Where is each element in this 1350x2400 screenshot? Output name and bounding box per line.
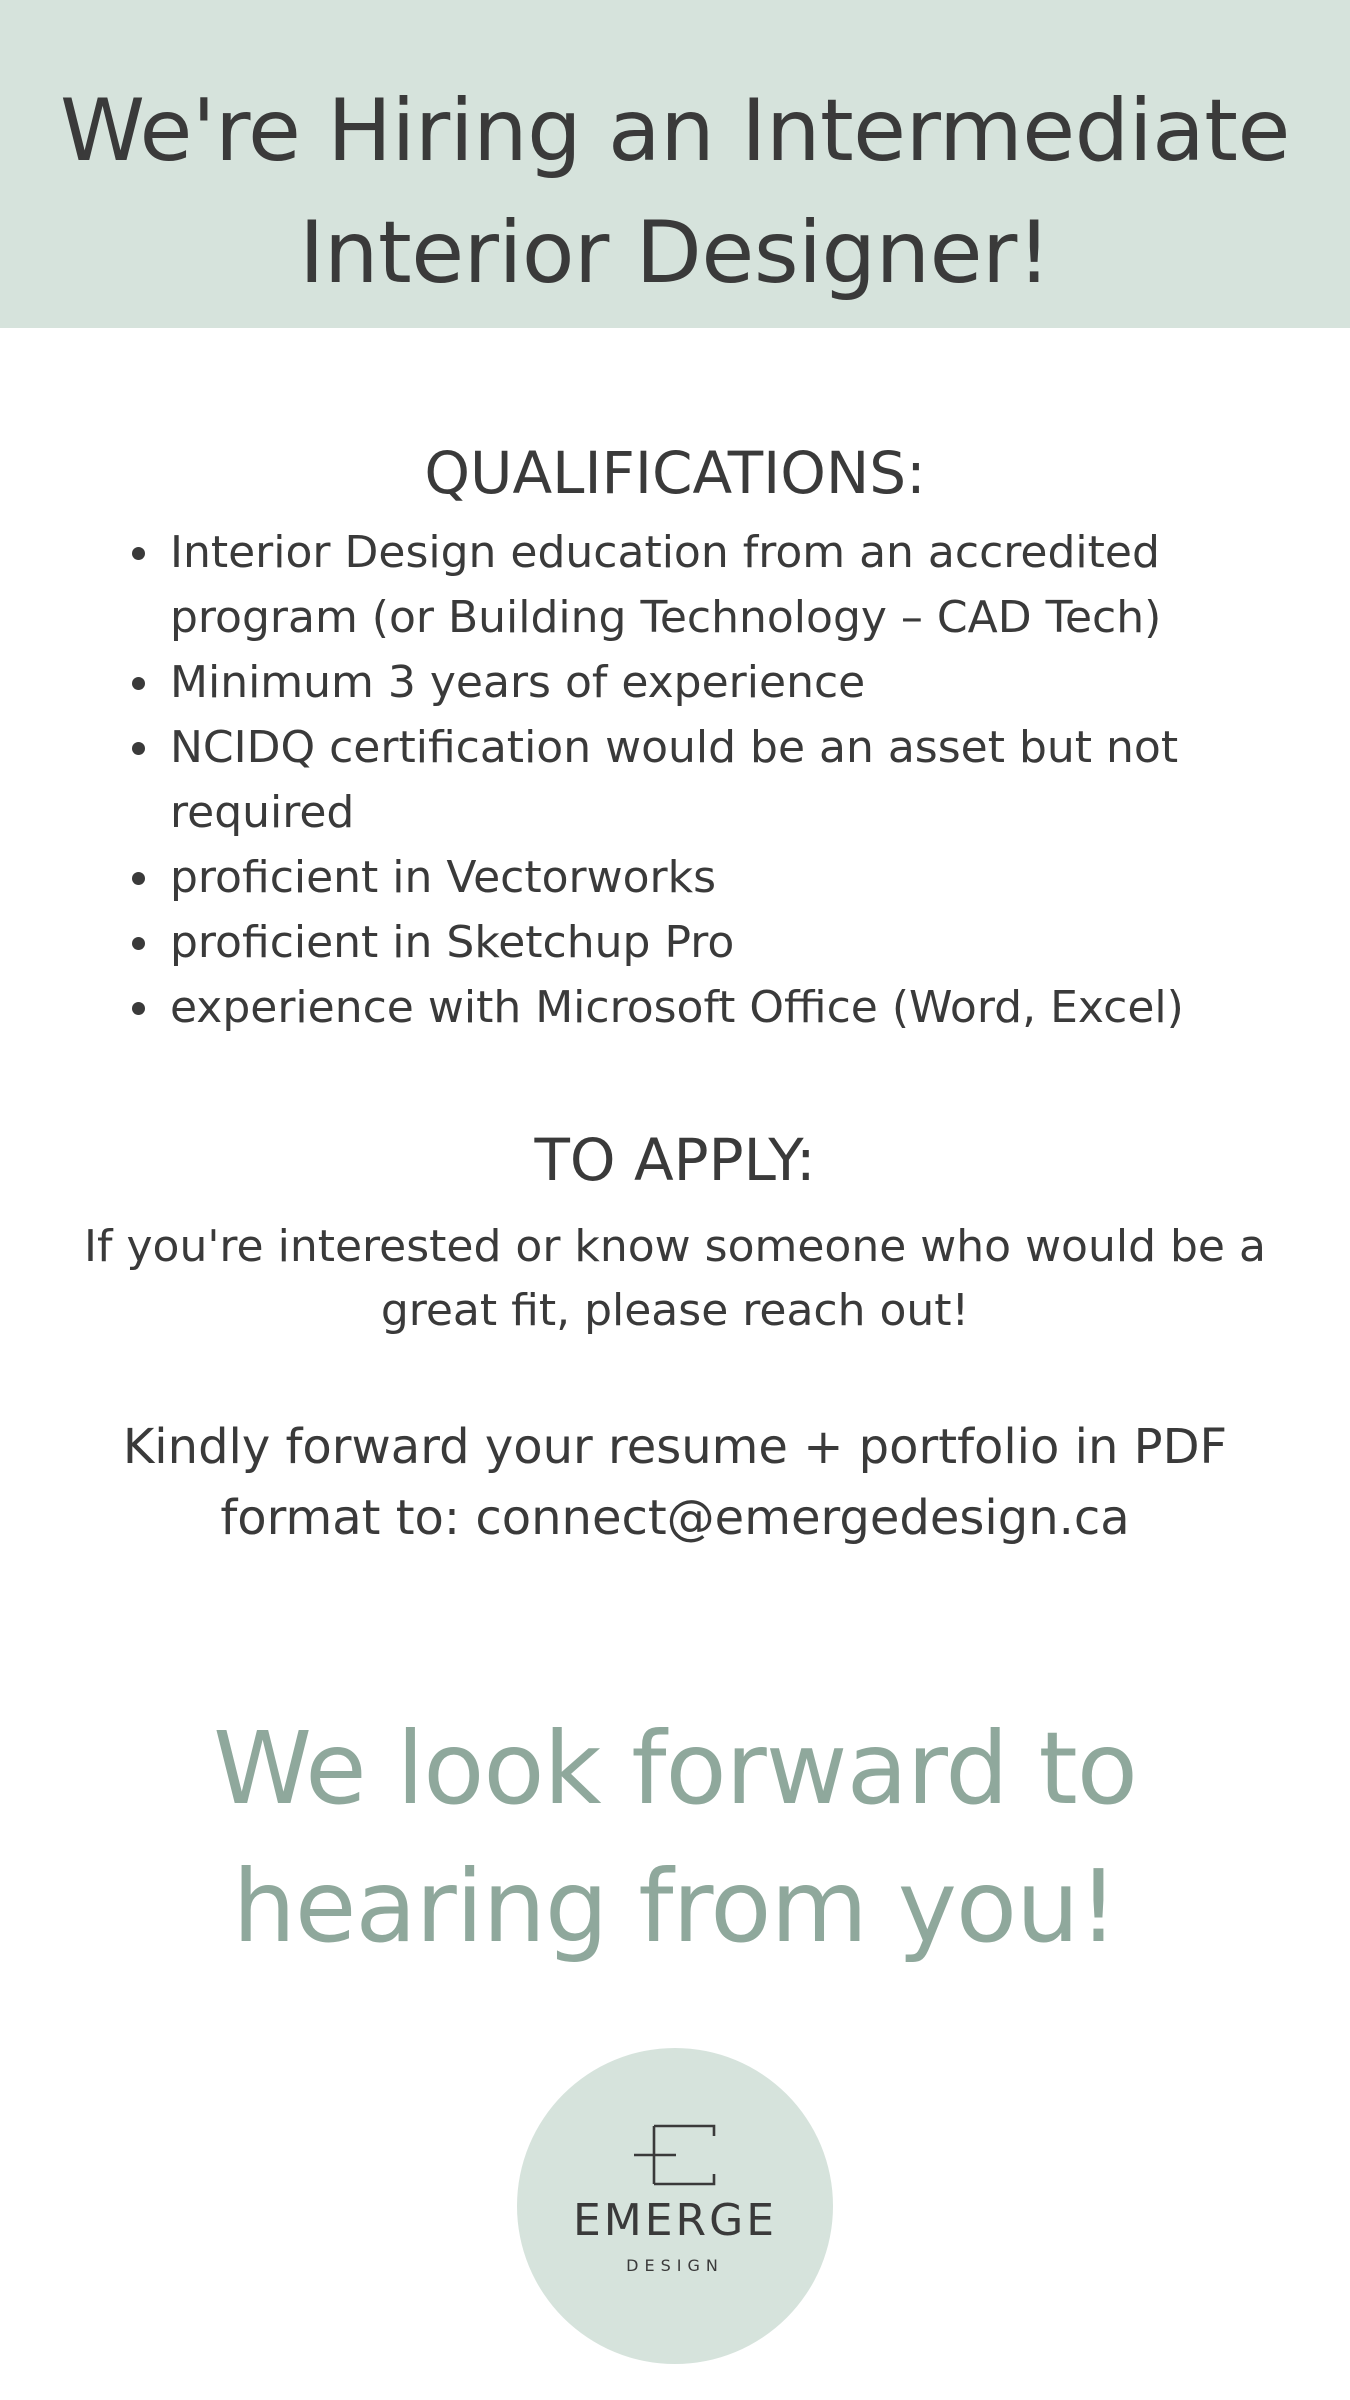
qualification-text: proficient in Sketchup Pro (170, 917, 735, 968)
qualification-item (132, 520, 1232, 650)
bullet-icon (132, 677, 145, 690)
closing-message (0, 1700, 1350, 1976)
qualification-text: experience with Microsoft Office (Word, Excel) (170, 982, 1184, 1033)
emerge-design-logo (517, 2048, 833, 2364)
logo-subtitle: DESIGN (626, 2256, 724, 2275)
qualification-text: NCIDQ certification would be an asset but not (170, 722, 1179, 773)
qualifications-list (132, 520, 1232, 1040)
bullet-icon (132, 1002, 145, 1015)
qualification-text: Interior Design education from an accredited (170, 527, 1160, 578)
to-apply-heading: TO APPLY: (534, 1126, 816, 1194)
apply-instructions-text (60, 1412, 1290, 1554)
apply-intro-line-2: great fit, please reach out! (380, 1285, 970, 1336)
page-title-line-2: Interior Designer! (299, 203, 1051, 303)
qualification-item (132, 910, 1232, 975)
page-title-line-1: We're Hiring an Intermediate (60, 81, 1290, 181)
qualification-text: program (or Building Technology – CAD Tech) (170, 592, 1162, 643)
qualification-text: proficient in Vectorworks (170, 852, 717, 903)
emerge-logo-mark-icon (632, 2124, 718, 2186)
apply-intro-line-1: If you're interested or know someone who would be a (84, 1221, 1266, 1272)
qualification-item (132, 975, 1232, 1040)
bullet-icon (132, 872, 145, 885)
bullet-icon (132, 547, 145, 560)
qualification-text: required (170, 787, 355, 838)
qualification-text: Minimum 3 years of experience (170, 657, 866, 708)
logo-wordmark: EMERGE (572, 2195, 778, 2246)
bullet-icon (132, 742, 145, 755)
apply-instructions-line-1: Kindly forward your resume + portfolio in PDF (122, 1419, 1228, 1475)
qualifications-heading: QUALIFICATIONS: (424, 439, 926, 507)
header-banner (0, 0, 1350, 328)
bullet-icon (132, 937, 145, 950)
qualification-item (132, 845, 1232, 910)
closing-line-1: We look forward to (213, 1710, 1137, 1827)
page-title (0, 70, 1350, 314)
apply-intro-text (60, 1215, 1290, 1343)
apply-instructions-line-2: format to: connect@emergedesign.ca (220, 1490, 1130, 1546)
qualification-item (132, 715, 1232, 845)
qualification-item (132, 650, 1232, 715)
closing-line-2: hearing from you! (232, 1848, 1118, 1965)
